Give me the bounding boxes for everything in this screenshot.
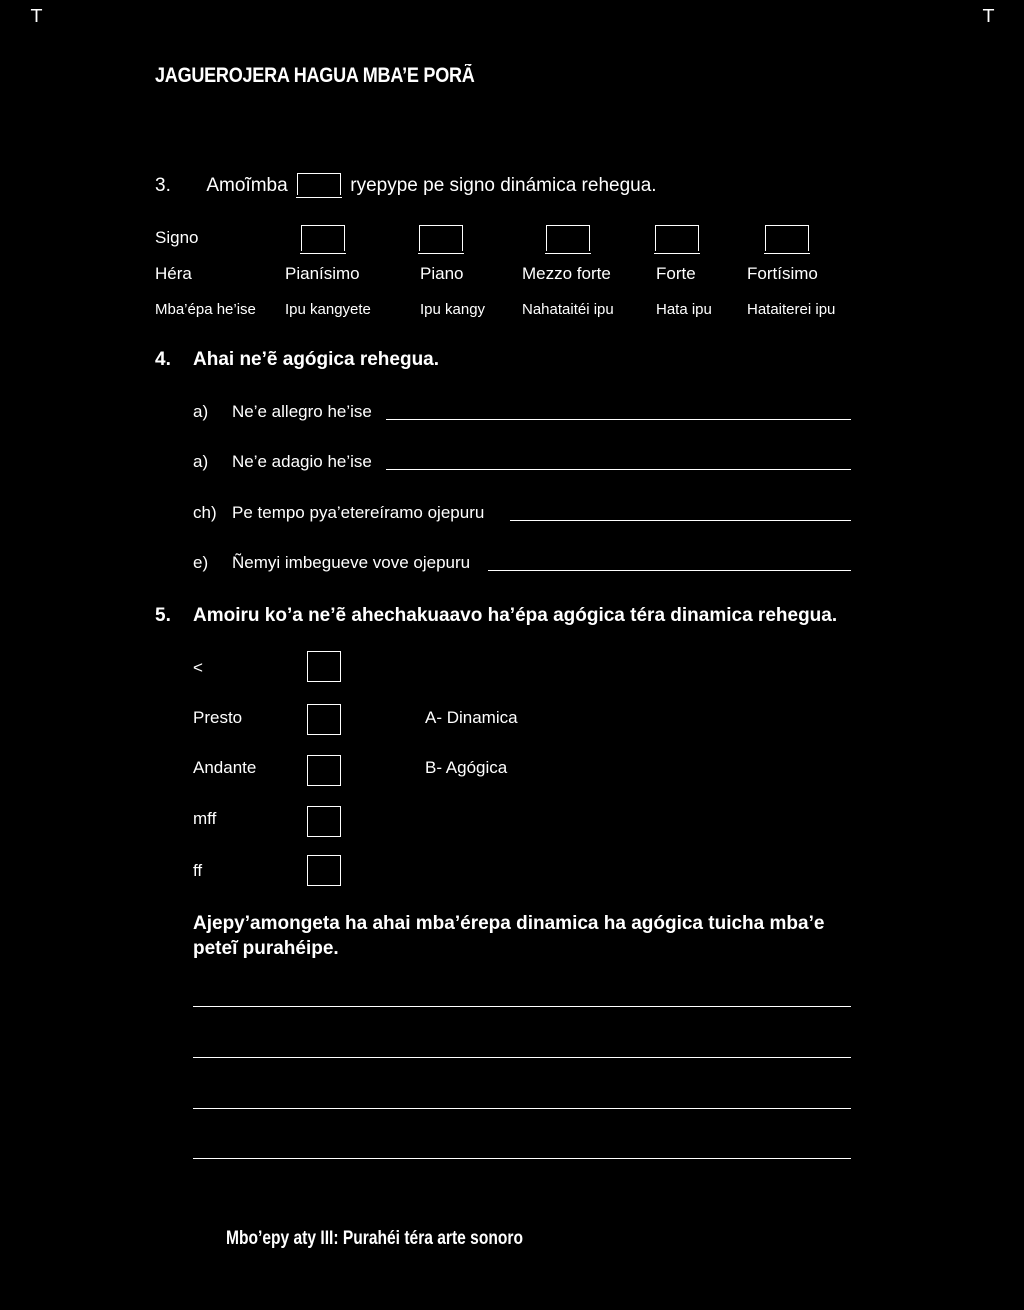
q5-term: mff bbox=[193, 809, 217, 828]
q4-number: 4. bbox=[155, 349, 171, 370]
q5-term: Presto bbox=[193, 708, 243, 727]
q5-term: Andante bbox=[193, 758, 257, 777]
q5-title: Amoiru ko’a ne’ẽ ahechakuaavo ha’épa agógica téra dinamica rehegua. bbox=[193, 605, 838, 626]
crop-mark-left: T bbox=[31, 6, 42, 27]
q3-col-meaning: Nahataitéi ipu bbox=[522, 301, 614, 318]
q3-sign-box-pianisimo[interactable] bbox=[301, 225, 345, 251]
q4-item-label: a) bbox=[193, 402, 209, 421]
q3-sign-box-fortisimo[interactable] bbox=[765, 225, 809, 251]
q3-example-box bbox=[297, 173, 341, 195]
q4-item-text: Ñemyi imbegueve vove ojepuru bbox=[232, 553, 471, 572]
q3-text-after: ryepype pe signo dinámica rehegua. bbox=[350, 175, 657, 196]
final-answer-line[interactable] bbox=[193, 1006, 851, 1007]
q3-col-meaning: Ipu kangy bbox=[420, 301, 486, 318]
q3-row-label-signo: Signo bbox=[155, 228, 199, 247]
q5-answer-box[interactable] bbox=[307, 651, 341, 682]
q3-col-name: Pianísimo bbox=[285, 264, 360, 283]
q5-answer-box[interactable] bbox=[307, 704, 341, 735]
q4-item-text: Pe tempo pya’etereíramo ojepuru bbox=[232, 503, 485, 522]
q3-col-name: Forte bbox=[656, 264, 696, 283]
page-footer: Mbo’epy aty III: Purahéi téra arte sonoro bbox=[226, 1228, 523, 1249]
final-answer-line[interactable] bbox=[193, 1108, 851, 1109]
q4-answer-line[interactable] bbox=[386, 469, 851, 470]
final-question: Ajepy’amongeta ha ahai mba’érepa dinamica ha agógica tuicha mba’e peteĩ purahéipe. bbox=[193, 913, 825, 959]
q5-answer-box[interactable] bbox=[307, 855, 341, 886]
q3-col-name: Fortísimo bbox=[747, 264, 818, 283]
q4-item-label: a) bbox=[193, 452, 209, 471]
q3-col-name: Mezzo forte bbox=[522, 264, 611, 283]
q3-col-name: Piano bbox=[420, 264, 464, 283]
q3-row-label-mbaepa: Mba’épa he’ise bbox=[155, 301, 256, 318]
q4-answer-line[interactable] bbox=[488, 570, 851, 571]
q5-term: ff bbox=[193, 861, 203, 880]
q5-term: < bbox=[193, 658, 203, 677]
q3-prompt bbox=[155, 173, 657, 197]
q3-sign-box-mezzo-forte[interactable] bbox=[546, 225, 590, 251]
q3-col-meaning: Ipu kangyete bbox=[285, 301, 371, 318]
q3-number: 3. bbox=[155, 175, 171, 196]
q3-sign-box-forte[interactable] bbox=[655, 225, 699, 251]
page-header-title: JAGUEROJERA HAGUA MBA’E PORÃ bbox=[155, 64, 475, 87]
q5-number: 5. bbox=[155, 605, 171, 626]
q5-option: A- Dinamica bbox=[425, 708, 518, 727]
q4-item-text: Ne’e adagio he’ise bbox=[232, 452, 372, 471]
q4-item-label: ch) bbox=[193, 503, 217, 522]
final-answer-line[interactable] bbox=[193, 1158, 851, 1159]
q3-row-label-hera: Héra bbox=[155, 264, 192, 283]
q3-col-meaning: Hataiterei ipu bbox=[747, 301, 836, 318]
q4-answer-line[interactable] bbox=[386, 419, 851, 420]
q3-text-before: Amoĩmba bbox=[206, 175, 288, 196]
q4-title: Ahai ne’ẽ agógica rehegua. bbox=[193, 349, 440, 370]
q4-item-label: e) bbox=[193, 553, 209, 572]
final-answer-line[interactable] bbox=[193, 1057, 851, 1058]
q3-col-meaning: Hata ipu bbox=[656, 301, 712, 318]
q3-sign-box-piano[interactable] bbox=[419, 225, 463, 251]
crop-mark-right: T bbox=[983, 6, 994, 27]
q4-answer-line[interactable] bbox=[510, 520, 851, 521]
q4-item-text: Ne’e allegro he’ise bbox=[232, 402, 372, 421]
q5-answer-box[interactable] bbox=[307, 755, 341, 786]
q5-option: B- Agógica bbox=[425, 758, 508, 777]
q5-answer-box[interactable] bbox=[307, 806, 341, 837]
